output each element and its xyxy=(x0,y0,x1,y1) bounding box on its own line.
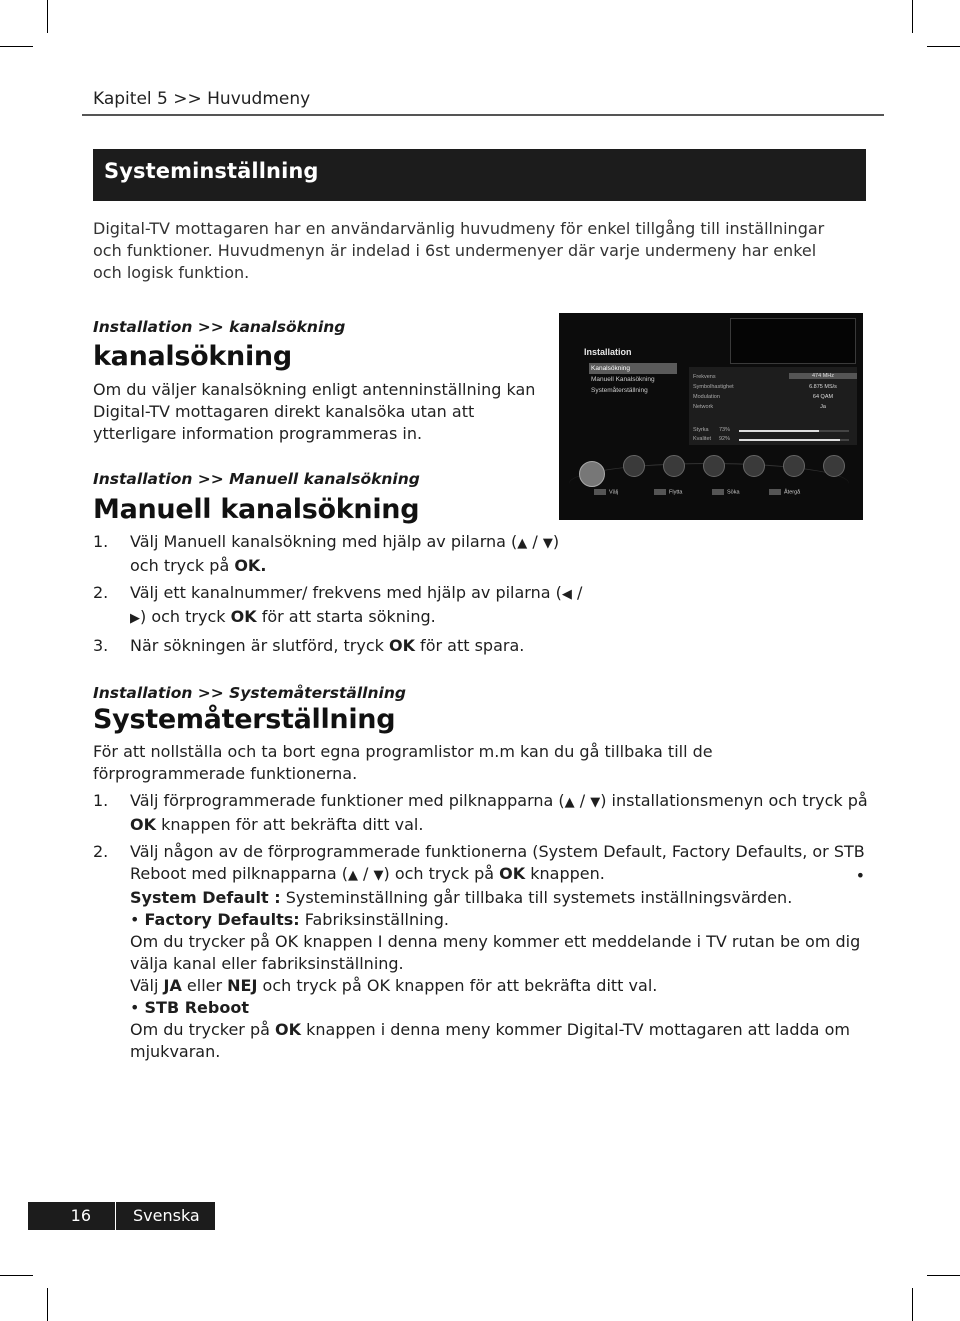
crop-mark xyxy=(47,1288,48,1321)
step2-intro: Välj någon av de förprogrammerade funktionerna (System Default, Factory Defaults, or STB Reboot med pilknapparna (▲ / ▼) och tryck på OK knappen. • xyxy=(130,842,865,885)
chapter-header: Kapitel 5 >> Huvudmeny xyxy=(93,89,311,109)
heading-systemreset: Systemåterställning xyxy=(93,704,396,735)
signal-percent: 92% xyxy=(719,436,731,442)
installation-menu-screenshot xyxy=(559,313,863,520)
crop-mark xyxy=(912,0,913,33)
factory-defaults-desc: Om du trycker på OK knappen I denna meny kommer ett meddelande i TV rutan be om dig välja kanal eller fabriksinställning. xyxy=(130,932,861,973)
crop-mark xyxy=(912,1288,913,1321)
screen-row-value: 474 MHz xyxy=(789,373,857,379)
list-item: 1. Välj Manuell kanalsökning med hjälp av pilarna (▲ / ▼) och tryck på OK. xyxy=(93,532,560,575)
down-arrow-icon: ▼ xyxy=(542,536,553,551)
screen-detail-panel xyxy=(689,367,857,445)
list-item: 1. Välj förprogrammerade funktioner med pilknapparna (▲ / ▼) installationsmenyn och tryck på OK knappen för att bekräfta ditt val. xyxy=(93,791,868,834)
stb-reboot-desc: Om du trycker på OK knappen i denna meny kommer Digital-TV mottagaren att ladda om mjukvaran. xyxy=(130,1020,850,1061)
list-item: 2. Välj ett kanalnummer/ frekvens med hjälp av pilarna (◀ / ▶) och tryck OK för att starta sökning. xyxy=(93,583,583,626)
footer-hint: Välj xyxy=(594,489,618,495)
signal-label: Styrka xyxy=(693,427,709,433)
screen-row-label: Modulation xyxy=(693,394,720,400)
breadcrumb-kanalsokning: Installation >> kanalsökning xyxy=(93,318,346,336)
footer-hint: Återgå xyxy=(769,489,800,495)
kanalsokning-text: Om du väljer kanalsökning enligt antenninställning kan Digital-TV mottagaren direkt kanalsöka utan att ytterligare information programmeras in. xyxy=(93,380,536,443)
up-arrow-icon: ▲ xyxy=(347,868,358,883)
heading-kanalsokning: kanalsökning xyxy=(93,341,292,372)
stray-bullet: • xyxy=(855,866,865,885)
right-arrow-icon: ▶ xyxy=(130,611,140,626)
screen-menu-item: Kanalsökning xyxy=(589,363,677,374)
list-item: 2. Välj någon av de förprogrammerade funktionerna (System Default, Factory Defaults, or STB Reboot med pilknapparna (▲ / ▼) och tryck på OK knappen. • System Default : Systeminställning går tillbaka till systemets inställningsvärden. • Factory Defaults: Fabriksinställning. Om du trycker på OK knappen I denna meny kommer ett meddelande i TV rutan be om dig välja kanal eller fabriksinställning. Välj JA eller NEJ och tryck på OK knappen för att bekräfta ditt val. • STB Reboot Om du trycker på OK knappen i denna meny kommer Digital-TV mottagaren att ladda om mjukvaran. xyxy=(93,841,883,1063)
screen-row-value: 64 QAM xyxy=(812,394,834,400)
screen-title: Installation xyxy=(584,347,632,357)
manuell-steps xyxy=(93,531,583,657)
signal-label: Kvalitet xyxy=(693,436,712,442)
list-item: 3. När sökningen är slutförd, tryck OK för att spara. xyxy=(93,636,525,655)
page-number: 16 xyxy=(28,1202,115,1230)
screen-row-value: Ja xyxy=(820,404,826,410)
screen-row-label: Frekvens xyxy=(693,374,716,380)
down-arrow-icon: ▼ xyxy=(590,795,601,810)
screen-row-label: Network xyxy=(693,404,714,410)
up-arrow-icon: ▲ xyxy=(564,795,575,810)
down-arrow-icon: ▼ xyxy=(373,868,384,883)
installation-icon xyxy=(579,461,605,487)
channel-icon xyxy=(623,455,645,477)
main-menu-icons xyxy=(579,455,849,485)
screen-row-value: 6.875 MS/s xyxy=(809,384,837,390)
page-language: Svenska xyxy=(116,1202,215,1230)
screen-menu xyxy=(589,363,677,396)
up-arrow-icon: ▲ xyxy=(517,536,528,551)
screen-row-label: Symbolhastighet xyxy=(693,384,734,390)
signal-percent: 73% xyxy=(719,427,731,433)
tv-preview-window xyxy=(730,318,856,364)
factory-defaults-line: • Factory Defaults: Fabriksinställning. xyxy=(130,910,449,929)
footer-hint: Flytta xyxy=(654,489,682,495)
crop-mark xyxy=(47,0,48,33)
crop-mark xyxy=(0,46,33,47)
heading-manuell: Manuell kanalsökning xyxy=(93,494,420,525)
settings-icon xyxy=(663,455,685,477)
system-default-line: System Default : Systeminställning går tillbaka till systemets inställningsvärden. xyxy=(130,888,793,907)
info-icon xyxy=(823,455,845,477)
screen-menu-item: Manuell Kanalsökning xyxy=(591,376,655,383)
crop-mark xyxy=(927,1275,960,1276)
systemreset-steps xyxy=(93,790,883,1063)
media-icon xyxy=(703,455,725,477)
systemreset-text: För att nollställa och ta bort egna programlistor m.m kan du gå tillbaka till de förprogrammerade funktionerna. xyxy=(93,742,713,783)
stb-reboot-line: • STB Reboot xyxy=(130,998,249,1017)
crop-mark xyxy=(0,1275,33,1276)
choose-line: Välj JA eller NEJ och tryck på OK knappen för att bekräfta ditt val. xyxy=(130,976,658,995)
left-arrow-icon: ◀ xyxy=(561,587,572,602)
epg-icon xyxy=(743,455,765,477)
signal-quality-bar xyxy=(739,439,849,441)
breadcrumb-systemreset: Installation >> Systemåterställning xyxy=(93,684,406,702)
intro-paragraph: Digital-TV mottagaren har en användarvänlig huvudmeny för enkel tillgång till inställningar och funktioner. Huvudmenyn är indelad i 6st undermenyer där varje undermeny har enkel och logisk funktion. xyxy=(93,219,825,282)
signal-strength-bar xyxy=(739,430,849,432)
crop-mark xyxy=(927,46,960,47)
footer-hint: Söka xyxy=(712,489,740,495)
screen-footer xyxy=(559,489,863,503)
tools-icon xyxy=(783,455,805,477)
breadcrumb-manuell: Installation >> Manuell kanalsökning xyxy=(93,470,420,488)
header-divider xyxy=(82,114,884,116)
screen-menu-item: Systemåterställning xyxy=(591,387,648,394)
section-title: Systeminställning xyxy=(93,149,866,201)
